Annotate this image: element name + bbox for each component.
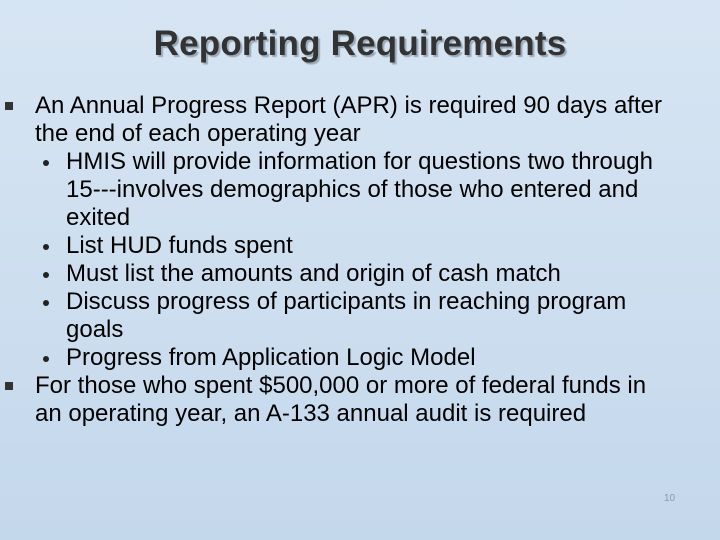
dot-bullet-icon <box>43 160 49 166</box>
sub-bullet-logic-model <box>35 344 676 372</box>
bullet-list <box>0 92 720 428</box>
sub-bullet-hmis <box>35 148 676 232</box>
sub-bullet-list <box>0 148 720 372</box>
slide-title: Reporting Requirements <box>153 24 567 63</box>
bullet-apr <box>0 92 675 148</box>
dot-bullet-icon <box>43 300 49 306</box>
sub-bullet-hud-funds <box>35 232 676 260</box>
sub-bullet-logic-model-text: Progress from Application Logic Model <box>66 344 476 371</box>
sub-bullet-hud-funds-text: List HUD funds spent <box>66 232 293 259</box>
bullet-audit <box>0 372 675 428</box>
bullet-apr-text: An Annual Progress Report (APR) is required 90 days after the end of each operating year <box>35 92 662 147</box>
dot-bullet-icon <box>43 356 49 362</box>
page-number: 10 <box>664 493 676 504</box>
sub-bullet-progress-goals <box>35 288 676 344</box>
sub-bullet-cash-match-text: Must list the amounts and origin of cash match <box>66 260 561 287</box>
bullet-audit-text: For those who spent $500,000 or more of federal funds in an operating year, an A-133 annual audit is required <box>35 372 647 427</box>
sub-bullet-progress-goals-text: Discuss progress of participants in reaching program goals <box>66 288 627 343</box>
square-bullet-icon <box>5 102 13 110</box>
square-bullet-icon <box>5 382 13 390</box>
sub-bullet-hmis-text: HMIS will provide information for questions two through 15---involves demographics of those who entered and exited <box>66 148 653 231</box>
sub-bullet-cash-match <box>35 260 676 288</box>
dot-bullet-icon <box>43 244 49 250</box>
dot-bullet-icon <box>43 272 49 278</box>
